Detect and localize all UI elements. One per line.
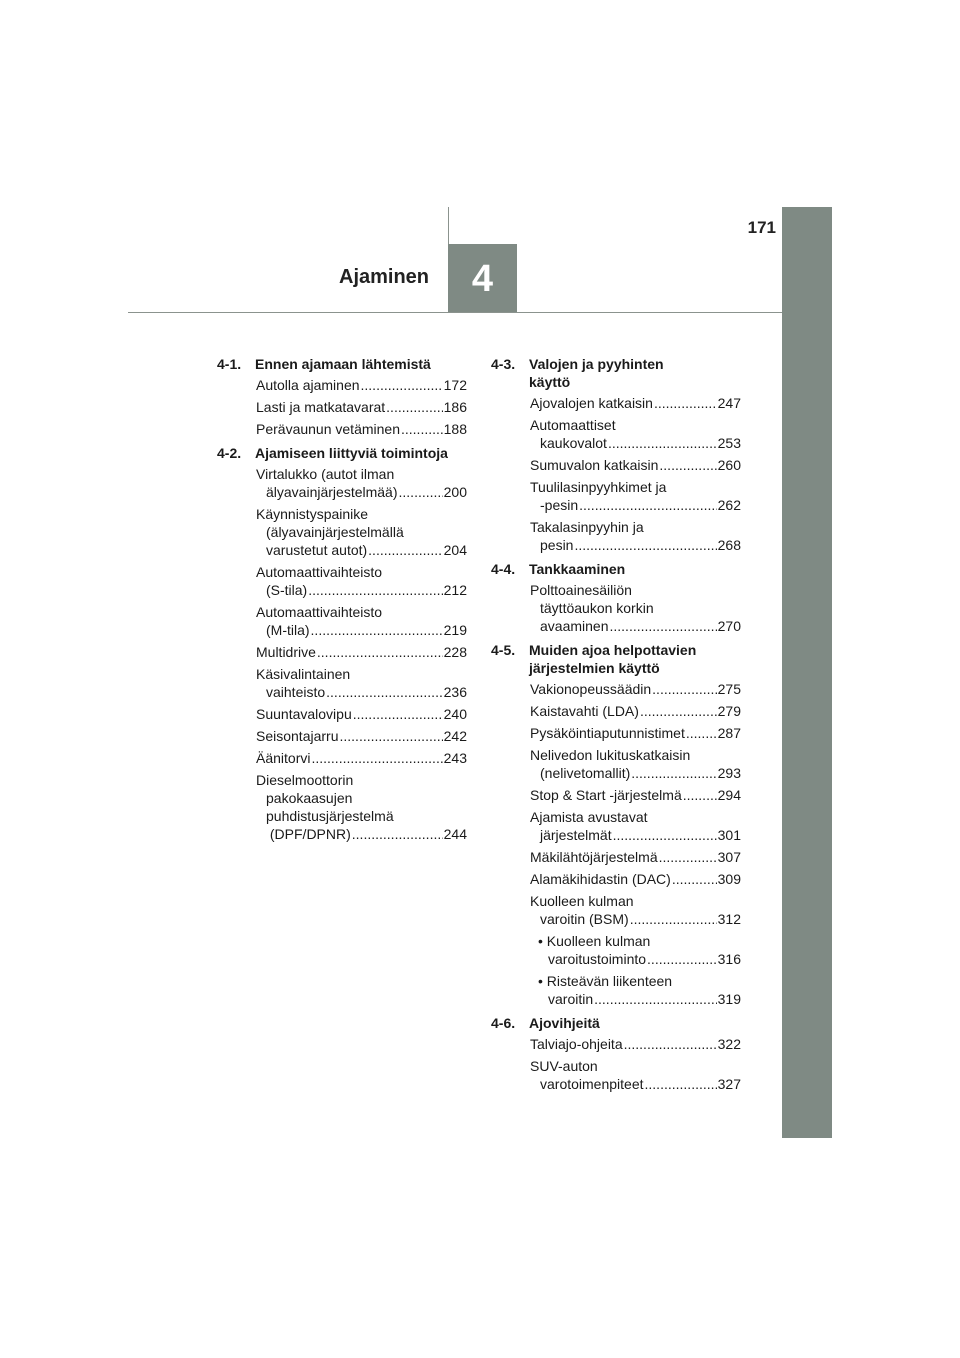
chapter-number-badge: 4 [448,244,517,313]
toc-section-title-line: Valojen ja pyyhinten [529,356,664,372]
toc-entry[interactable] [217,727,467,745]
toc-entry-line [530,1035,741,1053]
toc-entry-line [256,581,467,599]
toc-section-heading [491,355,741,391]
toc-entry-text: Seisontajarru [256,728,339,744]
toc-dot-leader [368,541,442,559]
toc-entry-line [256,483,467,501]
toc-entry-line [530,518,741,536]
toc-entry-text: vaihteisto [266,684,326,700]
toc-entry-text: Kaistavahti (LDA) [530,703,639,719]
toc-entry-text: älyavainjärjestelmää) [266,484,398,500]
toc-section-title-line: Ennen ajamaan lähtemistä [255,356,431,372]
toc-dot-leader [654,394,717,412]
toc-entry-text: Sumuvalon katkaisin [530,457,659,473]
toc-entry-text: (nelivetomallit) [540,765,631,781]
toc-section-heading [217,444,467,462]
toc-entry-text: Tuulilasinpyyhkimet ja [530,479,667,495]
toc-entry-line [530,764,741,782]
chapter-divider [448,207,449,244]
toc-entry-line [256,665,467,683]
toc-dot-leader [613,826,717,844]
toc-entry[interactable] [217,665,467,701]
toc-entry-line [530,826,741,844]
toc-entry-line [256,541,467,559]
toc-entry-line [256,705,467,723]
toc-section-number: 4-1. [217,356,242,372]
toc-page-number: 228 [443,644,467,660]
toc-dot-leader [361,376,443,394]
toc-section-title [529,641,741,677]
toc-dot-leader [610,617,717,635]
toc-entry-text: Alamäkihidastin (DAC) [530,871,671,887]
toc-entry-line [256,376,467,394]
toc-entry-line [538,990,741,1008]
toc-entry-text: Äänitorvi [256,750,311,766]
toc-page-number: 268 [717,537,741,553]
toc-dot-leader [672,870,717,888]
toc-entry-line [256,420,467,438]
toc-entry-text: Automaattivaihteisto [256,564,383,580]
toc-entry-text: (älyavainjärjestelmällä [266,524,404,540]
toc-entry-line [530,599,741,617]
toc-page-number: 188 [443,421,467,437]
toc-dot-leader [630,910,717,928]
toc-page-number: 204 [443,542,467,558]
toc-entry-text: Käynnistyspainike [256,506,369,522]
toc-entry[interactable] [491,848,741,866]
toc-entry[interactable] [217,749,467,767]
toc-dot-leader [401,420,443,438]
toc-entry-text: puhdistusjärjestelmä [266,808,394,824]
toc-entry-line [530,478,741,496]
toc-entry[interactable] [217,603,467,639]
toc-entry-text: varoitin [548,991,594,1007]
toc-entry-text: Kuolleen kulman [530,893,634,909]
toc-dot-leader [631,764,716,782]
toc-entry-line [530,892,741,910]
toc-entry[interactable] [491,724,741,742]
toc-dot-leader [386,398,442,416]
toc-entry-text: Autolla ajaminen [256,377,360,393]
toc-entry[interactable] [217,465,467,501]
chapter-side-tab [782,207,832,1138]
toc-section-title-line: käyttö [529,374,571,390]
toc-section-title [529,1014,741,1032]
toc-entry-text: pesin [540,537,574,553]
toc-dot-leader [608,434,717,452]
toc-entry-text: kaukovalot [540,435,607,451]
toc-entry-line [256,505,467,523]
toc-section-title-line: Muiden ajoa helpottavien [529,642,697,658]
toc-entry-line [530,1057,741,1075]
toc-dot-leader [574,536,716,554]
toc-entry-text: Lasti ja matkatavarat [256,399,386,415]
toc-entry-text: Dieselmoottorin [256,772,354,788]
toc-entry-line [530,456,741,474]
toc-entry-line [256,621,467,639]
toc-entry-text: varoitustoiminto [548,951,647,967]
toc-entry-text: avaaminen [540,618,609,634]
toc-entry-text: • Risteävän liikenteen [538,973,673,989]
toc-dot-leader [317,643,443,661]
toc-section-number: 4-4. [491,561,516,577]
toc-entry-line [530,910,741,928]
header-rule [128,312,782,313]
toc-page-number: 307 [717,849,741,865]
toc-dot-leader [647,950,717,968]
toc-column-right [491,355,741,1097]
toc-dot-leader [659,456,716,474]
toc-entry-line [530,394,741,412]
toc-entry-text: Takalasinpyyhin ja [530,519,644,535]
toc-section-title [255,444,467,462]
toc-dot-leader [340,727,443,745]
toc-entry-line [530,786,741,804]
toc-page-number: 240 [443,706,467,722]
toc-entry-line [256,398,467,416]
toc-page-number: 219 [443,622,467,638]
toc-entry-line [538,932,741,950]
toc-dot-leader [311,621,443,639]
toc-entry[interactable] [217,705,467,723]
toc-page-number: 309 [717,871,741,887]
toc-entry[interactable] [491,680,741,698]
toc-entry[interactable] [491,518,741,554]
toc-dot-leader [686,724,717,742]
toc-entry[interactable] [217,643,467,661]
toc-entry-text: Ajamista avustavat [530,809,648,825]
toc-page-number: 236 [443,684,467,700]
toc-entry[interactable] [217,505,467,559]
toc-dot-leader [308,581,442,599]
toc-section-heading [217,355,467,373]
toc-page-number: 253 [717,435,741,451]
toc-dot-leader [659,848,717,866]
toc-entry[interactable] [217,420,467,438]
toc-dot-leader [353,705,443,723]
toc-entry[interactable] [491,478,741,514]
toc-entry-line [256,825,467,843]
toc-entry-text: Talviajo-ohjeita [530,1036,623,1052]
toc-entry-text: Automaattiset [530,417,616,433]
toc-entry-line [530,496,741,514]
toc-entry[interactable] [491,1057,741,1093]
toc-entry-text: Virtalukko (autot ilman [256,466,395,482]
toc-entry-text: Polttoainesäiliön [530,582,632,598]
toc-section-heading [491,1014,741,1032]
toc-entry[interactable] [217,771,467,843]
toc-entry-line [256,465,467,483]
toc-entry-line [256,563,467,581]
toc-page-number: 312 [717,911,741,927]
toc-page-number: 327 [717,1076,741,1092]
toc-page-number: 262 [717,497,741,513]
toc-entry-text: pakokaasujen [266,790,353,806]
toc-entry-line [530,1075,741,1093]
toc-section-title-line: järjestelmien käyttö [529,660,660,676]
toc-page-number: 322 [717,1036,741,1052]
toc-entry[interactable] [491,394,741,412]
toc-entry-line [256,807,467,825]
toc-section-number: 4-3. [491,356,516,372]
toc-entry[interactable] [491,702,741,720]
toc-entry[interactable] [217,376,467,394]
toc-page-number: 244 [443,826,467,842]
toc-entry-line [256,749,467,767]
toc-dot-leader [399,483,443,501]
toc-section-title [529,560,741,578]
toc-dot-leader [652,680,716,698]
toc-page-number: 172 [443,377,467,393]
toc-entry[interactable] [491,786,741,804]
toc-dot-leader [594,990,717,1008]
toc-entry-line [530,746,741,764]
toc-entry[interactable] [491,972,741,1008]
toc-entry-line [530,724,741,742]
toc-entry[interactable] [491,581,741,635]
toc-dot-leader [579,496,717,514]
toc-entry-text: (M-tila) [266,622,310,638]
toc-section-title-line: Ajovihjeitä [529,1015,600,1031]
toc-entry-text: • Kuolleen kulman [538,933,651,949]
toc-entry-text: Multidrive [256,644,316,660]
toc-entry-text: (S-tila) [266,582,308,598]
toc-entry[interactable] [491,808,741,844]
toc-entry-line [530,848,741,866]
toc-entry-line [256,523,467,541]
toc-column-left [217,355,467,847]
toc-entry-text: (DPF/DPNR) [266,826,351,842]
toc-page-number: 212 [443,582,467,598]
toc-section-number: 4-2. [217,445,242,461]
toc-entry-text: Perävaunun vetäminen [256,421,400,437]
toc-entry-text: Nelivedon lukituskatkaisin [530,747,691,763]
toc-entry[interactable] [491,870,741,888]
toc-entry-text: Stop & Start -järjestelmä [530,787,682,803]
toc-entry-text: Vakionopeussäädin [530,681,652,697]
toc-section-title [255,355,467,373]
toc-page-number: 260 [717,457,741,473]
toc-entry-text: Mäkilähtöjärjestelmä [530,849,658,865]
toc-dot-leader [640,702,717,720]
toc-page-number: 270 [717,618,741,634]
toc-entry-line [256,771,467,789]
toc-entry-line [530,702,741,720]
toc-entry-line [530,870,741,888]
toc-section-heading [491,641,741,677]
toc-page-number: 242 [443,728,467,744]
toc-entry[interactable] [491,746,741,782]
toc-dot-leader [645,1075,717,1093]
toc-entry-line [256,789,467,807]
toc-entry-text: järjestelmät [540,827,612,843]
toc-entry-text: Ajovalojen katkaisin [530,395,653,411]
toc-entry-line [530,680,741,698]
toc-entry[interactable] [217,563,467,599]
toc-dot-leader [352,825,443,843]
toc-entry-line [530,617,741,635]
toc-entry-text: varustetut autot) [266,542,368,558]
page-number: 171 [747,218,776,237]
toc-page-number: 275 [717,681,741,697]
toc-page-number: 319 [717,991,741,1007]
toc-dot-leader [624,1035,717,1053]
toc-section-number: 4-5. [491,642,516,658]
toc-section-title-line: Ajamiseen liittyviä toimintoja [255,445,448,461]
toc-entry-text: Käsivalintainen [256,666,351,682]
toc-page-number: 200 [443,484,467,500]
toc-entry-text: SUV-auton [530,1058,598,1074]
toc-entry-line [538,950,741,968]
toc-entry-text: varotoimenpiteet [540,1076,644,1092]
toc-entry-line [256,683,467,701]
toc-section-number: 4-6. [491,1015,516,1031]
toc-entry-text: Pysäköintiaputunnistimet [530,725,685,741]
toc-page-number: 316 [717,951,741,967]
toc-entry-text: Automaattivaihteisto [256,604,383,620]
toc-entry-text: varoitin (BSM) [540,911,629,927]
toc-section-heading [491,560,741,578]
toc-entry[interactable] [491,416,741,452]
toc-section-title [529,355,741,391]
toc-entry-text: -pesin [540,497,579,513]
toc-entry-line [530,416,741,434]
toc-page-number: 279 [717,703,741,719]
chapter-title: Ajaminen [339,266,430,288]
toc-entry-line [256,727,467,745]
toc-entry-text: Suuntavalovipu [256,706,352,722]
toc-entry-line [530,434,741,452]
toc-entry[interactable] [491,1035,741,1053]
toc-dot-leader [311,749,442,767]
toc-entry-line [530,581,741,599]
toc-entry-line [530,536,741,554]
toc-page-number: 294 [717,787,741,803]
toc-section-title-line: Tankkaaminen [529,561,626,577]
toc-entry-line [256,643,467,661]
toc-page-number: 247 [717,395,741,411]
toc-entry-line [530,808,741,826]
toc-dot-leader [326,683,442,701]
toc-entry[interactable] [491,456,741,474]
toc-entry[interactable] [217,398,467,416]
toc-page-number: 301 [717,827,741,843]
toc-entry-text: täyttöaukon korkin [540,600,654,616]
toc-entry[interactable] [491,932,741,968]
toc-page-number: 293 [717,765,741,781]
toc-entry-line [538,972,741,990]
toc-dot-leader [683,786,717,804]
toc-entry-line [256,603,467,621]
toc-page-number: 243 [443,750,467,766]
toc-page-number: 186 [443,399,467,415]
toc-page-number: 287 [717,725,741,741]
toc-entry[interactable] [491,892,741,928]
